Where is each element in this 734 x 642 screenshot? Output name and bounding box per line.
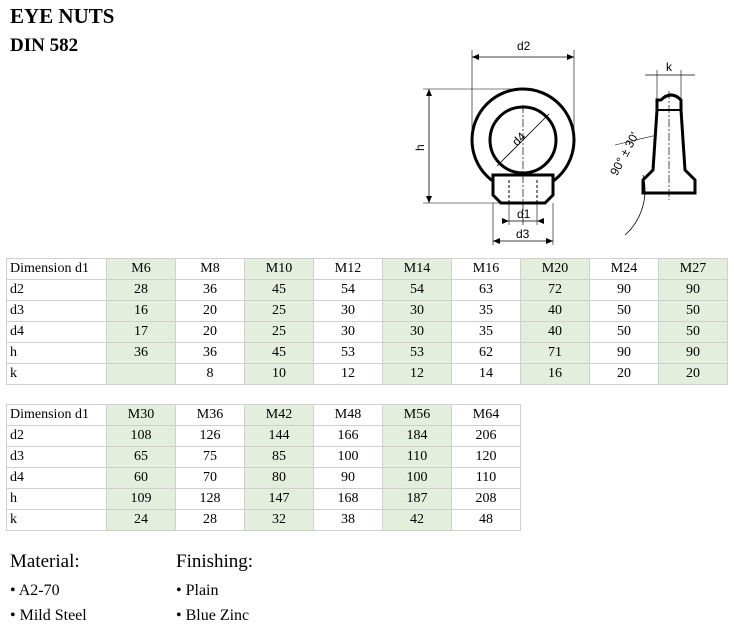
dimension-table-1 [6, 258, 728, 385]
table-cell: 166 [314, 426, 383, 447]
table-header-row [7, 405, 521, 426]
table-cell: 30 [314, 301, 383, 322]
table-cell: 100 [314, 447, 383, 468]
table-cell: M30 [107, 405, 176, 426]
table-cell: d3 [7, 447, 107, 468]
table-cell: 90 [659, 280, 728, 301]
label-d2: d2 [517, 39, 531, 53]
table-cell: M36 [176, 405, 245, 426]
material-heading: Material: [10, 551, 80, 572]
table-cell: 25 [245, 301, 314, 322]
table-cell: h [7, 343, 107, 364]
dimension-table-2 [6, 404, 521, 531]
table-cell: 45 [245, 343, 314, 364]
table-row [7, 447, 521, 468]
table-cell: 50 [590, 301, 659, 322]
table-cell: k [7, 510, 107, 531]
label-angle: 90° ± 30' [607, 129, 642, 178]
table-cell: d3 [7, 301, 107, 322]
table-cell: 70 [176, 468, 245, 489]
table-cell: 25 [245, 322, 314, 343]
table-cell: 120 [452, 447, 521, 468]
table-cell: 30 [383, 301, 452, 322]
table-cell: 71 [521, 343, 590, 364]
table-cell: 32 [245, 510, 314, 531]
page-title: EYE NUTS [10, 4, 115, 28]
table-cell: 20 [659, 364, 728, 385]
material-item: • A2-70 [10, 582, 60, 599]
table-cell: 126 [176, 426, 245, 447]
table-cell: M27 [659, 259, 728, 280]
table-row [7, 301, 728, 322]
table-cell: M20 [521, 259, 590, 280]
table-cell: 90 [659, 343, 728, 364]
label-d3: d3 [516, 227, 530, 241]
table-cell: 42 [383, 510, 452, 531]
table-cell: 36 [176, 343, 245, 364]
table-cell: 54 [314, 280, 383, 301]
eye-nut-drawing [405, 35, 730, 250]
table-cell: 50 [659, 301, 728, 322]
table-cell: M56 [383, 405, 452, 426]
table-cell: M6 [107, 259, 176, 280]
table-cell: 168 [314, 489, 383, 510]
table-cell: d2 [7, 280, 107, 301]
table-row [7, 280, 728, 301]
material-item: • Mild Steel [10, 607, 87, 624]
table-cell: 187 [383, 489, 452, 510]
table-cell: M12 [314, 259, 383, 280]
table-cell: Dimension d1 [7, 259, 107, 280]
finishing-heading: Finishing: [176, 551, 254, 572]
table-cell: h [7, 489, 107, 510]
table-row [7, 468, 521, 489]
table-cell: 109 [107, 489, 176, 510]
table-cell: 48 [452, 510, 521, 531]
table-cell: 20 [590, 364, 659, 385]
table-cell: 38 [314, 510, 383, 531]
table-cell: d4 [7, 468, 107, 489]
table-cell: 100 [383, 468, 452, 489]
table-cell: d4 [7, 322, 107, 343]
finishing-item: • Blue Zinc [176, 607, 250, 624]
table-cell: k [7, 364, 107, 385]
table-cell: 36 [176, 280, 245, 301]
table-cell: 85 [245, 447, 314, 468]
table-header-row [7, 259, 728, 280]
table-cell: 17 [107, 322, 176, 343]
label-d1: d1 [517, 207, 531, 221]
table-cell: 20 [176, 322, 245, 343]
table-cell: 63 [452, 280, 521, 301]
table-row [7, 510, 521, 531]
table-cell: 10 [245, 364, 314, 385]
table-cell: 50 [590, 322, 659, 343]
table-cell: M42 [245, 405, 314, 426]
table-cell: 16 [521, 364, 590, 385]
table-cell: 40 [521, 301, 590, 322]
table-cell: 144 [245, 426, 314, 447]
table-cell: 20 [176, 301, 245, 322]
table-cell: 128 [176, 489, 245, 510]
table-cell: 53 [314, 343, 383, 364]
table-row [7, 343, 728, 364]
table-cell: M10 [245, 259, 314, 280]
table-cell: 206 [452, 426, 521, 447]
table-cell: d2 [7, 426, 107, 447]
table-cell: M48 [314, 405, 383, 426]
table-row [7, 426, 521, 447]
table-cell: 90 [314, 468, 383, 489]
table-cell: 72 [521, 280, 590, 301]
table-cell: 75 [176, 447, 245, 468]
table-cell: 40 [521, 322, 590, 343]
table-cell: 108 [107, 426, 176, 447]
table-cell: 65 [107, 447, 176, 468]
table-cell: 35 [452, 322, 521, 343]
page-subtitle: DIN 582 [10, 35, 79, 56]
table-cell: 16 [107, 301, 176, 322]
table-cell: 110 [383, 447, 452, 468]
table-cell: 8 [176, 364, 245, 385]
table-row [7, 489, 521, 510]
table-cell: 80 [245, 468, 314, 489]
label-h: h [413, 144, 427, 151]
label-d4: d4 [509, 129, 529, 149]
table-cell: 90 [590, 343, 659, 364]
table-cell [107, 364, 176, 385]
table-cell: 24 [107, 510, 176, 531]
table-cell: 28 [107, 280, 176, 301]
table-row [7, 364, 728, 385]
table-cell: 50 [659, 322, 728, 343]
table-cell: 110 [452, 468, 521, 489]
table-cell: M24 [590, 259, 659, 280]
finishing-item: • Plain [176, 582, 219, 599]
table-cell: 62 [452, 343, 521, 364]
table-cell: M14 [383, 259, 452, 280]
table-cell: 36 [107, 343, 176, 364]
table-cell: M8 [176, 259, 245, 280]
table-cell: 54 [383, 280, 452, 301]
table-cell: 53 [383, 343, 452, 364]
table-cell: M64 [452, 405, 521, 426]
table-cell: 14 [452, 364, 521, 385]
table-cell: 45 [245, 280, 314, 301]
table-row [7, 322, 728, 343]
table-cell: Dimension d1 [7, 405, 107, 426]
table-cell: 12 [314, 364, 383, 385]
table-cell: 60 [107, 468, 176, 489]
table-cell: 28 [176, 510, 245, 531]
table-cell: 30 [383, 322, 452, 343]
table-cell: M16 [452, 259, 521, 280]
table-cell: 35 [452, 301, 521, 322]
table-cell: 90 [590, 280, 659, 301]
table-cell: 184 [383, 426, 452, 447]
table-cell: 208 [452, 489, 521, 510]
table-cell: 30 [314, 322, 383, 343]
label-k: k [666, 60, 672, 74]
table-cell: 147 [245, 489, 314, 510]
table-cell: 12 [383, 364, 452, 385]
